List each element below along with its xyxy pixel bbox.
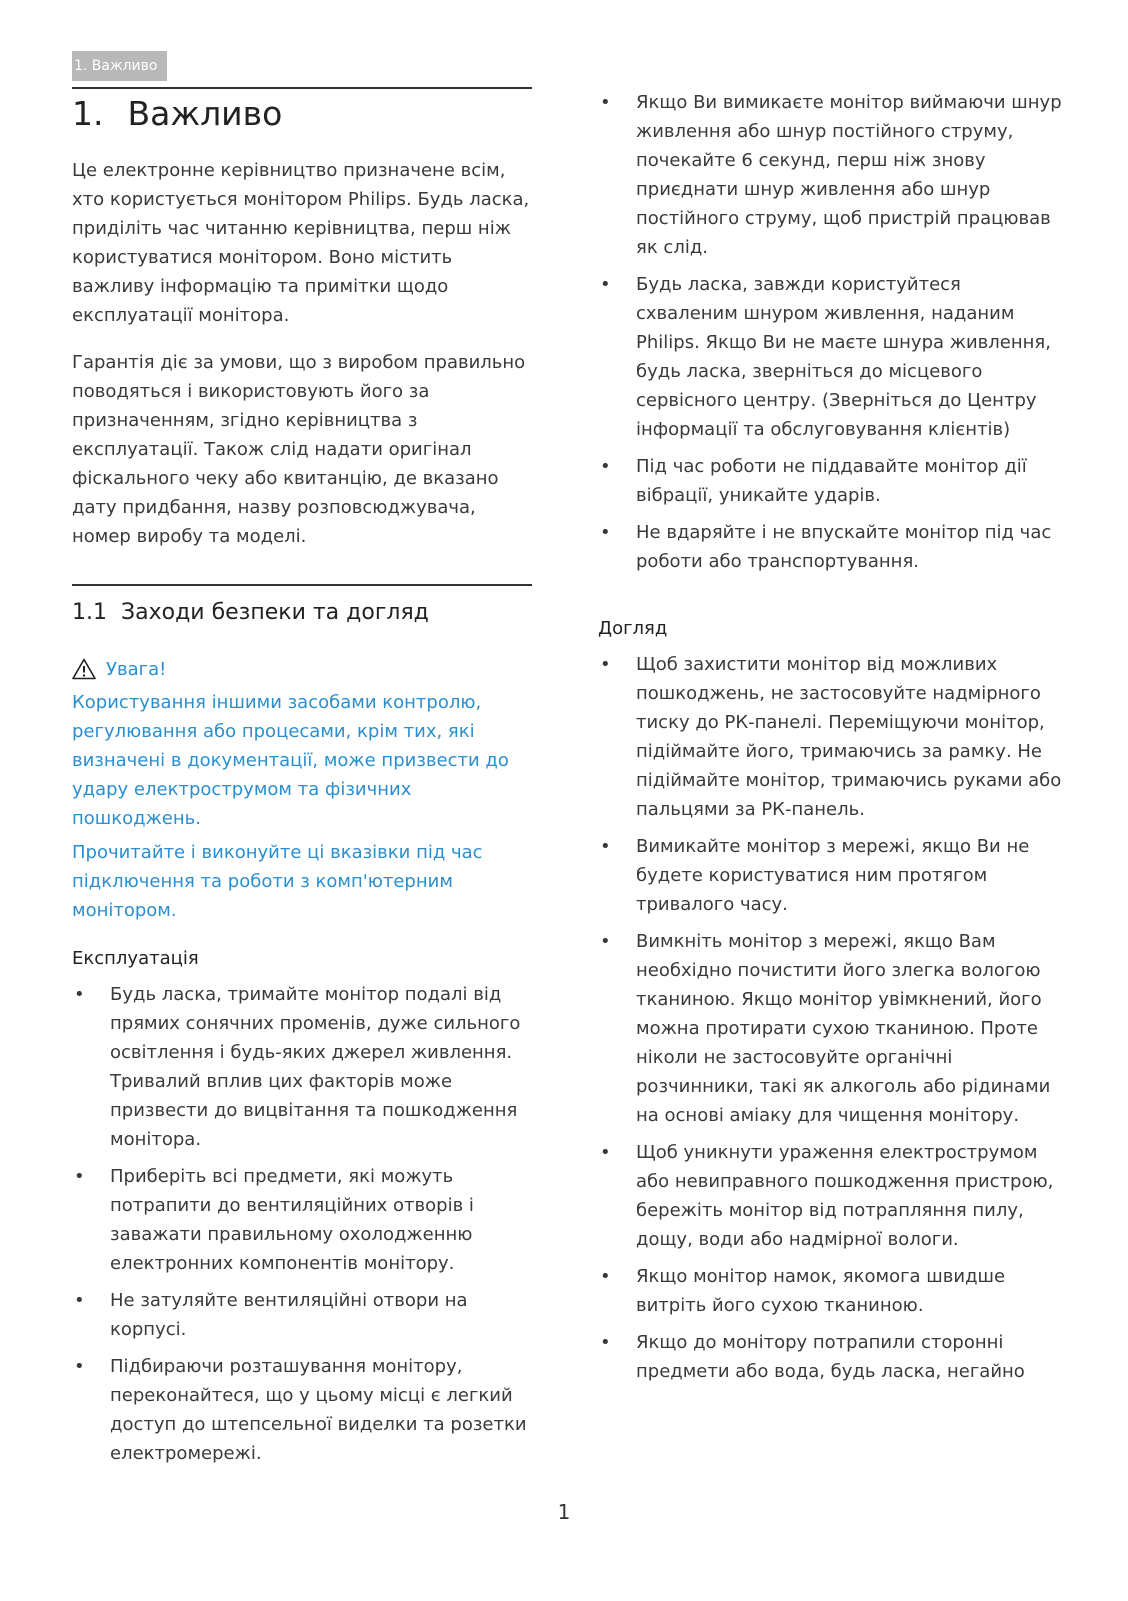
bullet: • — [74, 984, 85, 1005]
section-text: Заходи безпеки та догляд — [121, 600, 429, 625]
list-item-text: Вимкніть монітор з мережі, якщо Вам необхідно почистити його злегка вологою тканиною. Якщо монітор увімкнений, його можна протирати сухою тканиною. Проте ніколи не застосовуйте органічні розчинники, такі як алкоголь або рідинами на основі аміаку для чищення монітору. — [636, 931, 1051, 1126]
list-item — [72, 1352, 532, 1468]
care-list — [598, 650, 1068, 1394]
list-item — [598, 1138, 1068, 1254]
operation-heading: Експлуатація — [72, 948, 199, 969]
list-item — [72, 1162, 532, 1278]
list-item-text: Якщо до монітору потрапили сторонні предмети або вода, будь ласка, негайно — [636, 1332, 1025, 1382]
list-item-text: Будь ласка, завжди користуйтеся схваленим шнуром живлення, наданим Philips. Якщо Ви не маєте шнура живлення, будь ласка, зверніться до місцевого сервісного центру. (Зверніться до Центру інформації та обслуговування клієнтів) — [636, 274, 1051, 440]
warning-title: Увага! — [106, 658, 167, 680]
page-title — [72, 94, 282, 133]
list-item-text: Під час роботи не піддавайте монітор дії вібрації, уникайте ударів. — [636, 456, 1027, 506]
chapter-tab: 1. Важливо — [72, 51, 167, 81]
list-item-text: Вимикайте монітор з мережі, якщо Ви не будете користуватися ним протягом тривалого часу. — [636, 836, 1030, 915]
bullet: • — [600, 522, 611, 543]
title-text: Важливо — [127, 94, 283, 133]
bullet: • — [600, 931, 611, 952]
section-rule — [72, 584, 532, 586]
care-heading: Догляд — [598, 618, 668, 639]
section-number: 1.1 — [72, 600, 107, 625]
list-item — [598, 1328, 1068, 1386]
list-item-text: Щоб захистити монітор від можливих пошкоджень, не застосовуйте надмірного тиску до РК-панелі. Переміщуючи монітор, підіймайте його, тримаючись за рамку. Не підіймайте монітор, тримаючись руками або пальцями за РК-панель. — [636, 654, 1062, 820]
warning-paragraph-2: Прочитайте і виконуйте ці вказівки під час підключення та роботи з комп'ютерним монітором. — [72, 842, 483, 921]
warning-paragraph-1: Користування іншими засобами контролю, регулювання або процесами, крім тих, які визначені в документації, може призвести до удару електрострумом та фізичних пошкоджень. — [72, 692, 509, 829]
list-item — [72, 980, 532, 1154]
bullet: • — [600, 1266, 611, 1287]
bullet: • — [600, 274, 611, 295]
list-item-text: Якщо Ви вимикаєте монітор виймаючи шнур живлення або шнур постійного струму, почекайте 6 секунд, перш ніж знову приєднати шнур живлення або шнур постійного струму, щоб пристрій працював як слід. — [636, 92, 1062, 258]
bullet: • — [600, 1142, 611, 1163]
list-item-text: Щоб уникнути ураження електрострумом або невиправного пошкодження пристрою, бережіть монітор від потрапляння пилу, дощу, води або надмірної вологи. — [636, 1142, 1054, 1250]
list-item-text: Підбираючи розташування монітору, переконайтеся, що у цьому місці є легкий доступ до штепсельної виделки та розетки електромережі. — [110, 1356, 527, 1464]
list-item-text: Не затуляйте вентиляційні отвори на корпусі. — [110, 1290, 468, 1340]
section-title — [72, 600, 429, 625]
list-item — [598, 270, 1068, 444]
list-item — [598, 832, 1068, 919]
operation-list — [72, 980, 532, 1476]
list-item — [598, 88, 1068, 262]
bullet: • — [600, 92, 611, 113]
list-item-text: Якщо монітор намок, якомога швидше витріть його сухою тканиною. — [636, 1266, 1006, 1316]
list-item — [598, 518, 1068, 576]
bullet: • — [600, 1332, 611, 1353]
list-item-text: Будь ласка, тримайте монітор подалі від прямих сонячних променів, дуже сильного освітлення і будь-яких джерел живлення. Тривалий вплив цих факторів може призвести до вицвітання та пошкодження монітора. — [110, 984, 521, 1150]
intro-paragraph-1: Це електронне керівництво призначене всім, хто користується монітором Philips. Будь ласка, приділіть час читанню керівництва, перш ніж користуватися монітором. Воно містить важливу інформацію та примітки щодо експлуатації монітора. — [72, 160, 530, 326]
list-item-text: Приберіть всі предмети, які можуть потрапити до вентиляційних отворів і заважати правильному охолодженню електронних компонентів монітору. — [110, 1166, 474, 1274]
page-number: 1 — [557, 1500, 571, 1524]
bullet: • — [74, 1356, 85, 1377]
title-number: 1. — [72, 94, 104, 133]
list-item — [72, 1286, 532, 1344]
bullet: • — [600, 654, 611, 675]
list-item — [598, 452, 1068, 510]
bullet: • — [600, 456, 611, 477]
bullet: • — [600, 836, 611, 857]
list-item — [598, 1262, 1068, 1320]
operation-list-continued — [598, 88, 1068, 584]
list-item-text: Не вдаряйте і не впускайте монітор під час роботи або транспортування. — [636, 522, 1052, 572]
list-item — [598, 927, 1068, 1130]
title-rule — [72, 87, 532, 89]
warning-triangle-icon — [72, 658, 96, 680]
list-item — [598, 650, 1068, 824]
bullet: • — [74, 1290, 85, 1311]
warning-heading — [72, 658, 166, 680]
bullet: • — [74, 1166, 85, 1187]
intro-paragraph-2: Гарантія діє за умови, що з виробом правильно поводяться і використовують його за призначенням, згідно керівництва з експлуатації. Також слід надати оригінал фіскального чеку або квитанцію, де вказано дату придбання, назву розповсюджувача, номер виробу та моделі. — [72, 352, 526, 547]
